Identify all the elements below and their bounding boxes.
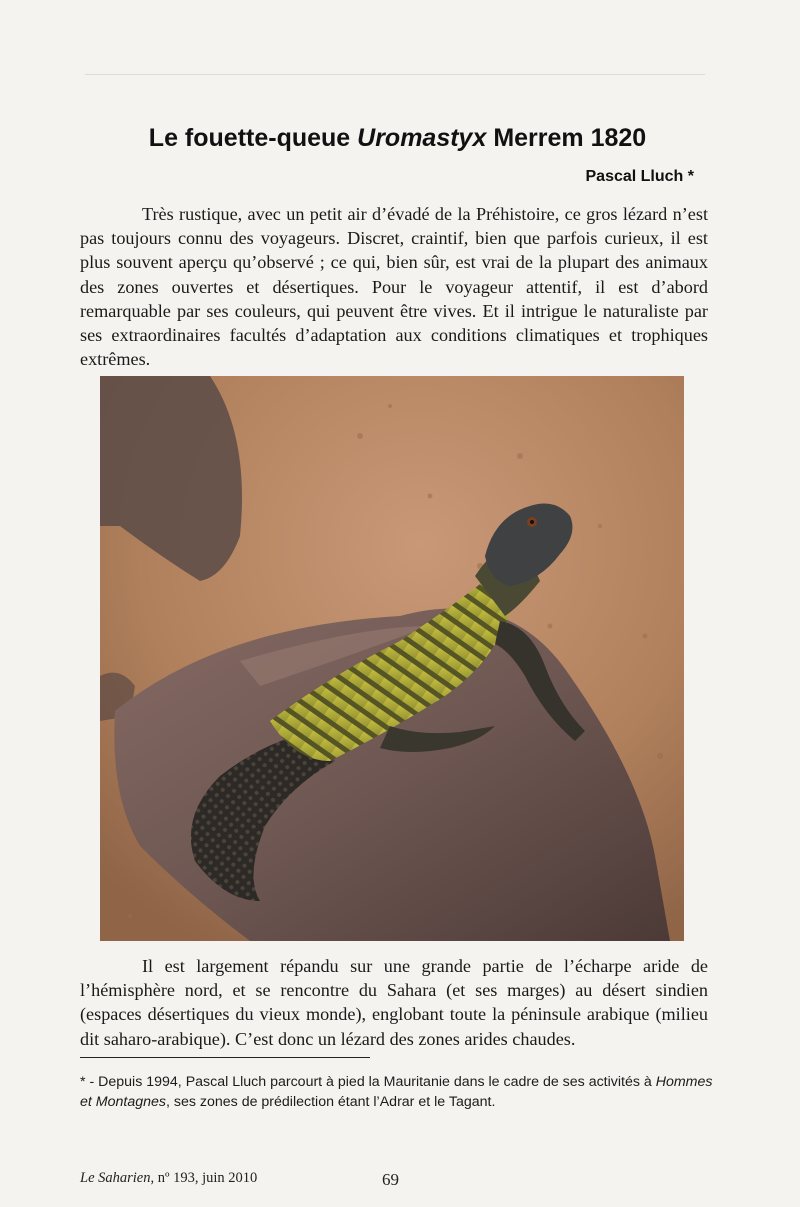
- distribution-paragraph: Il est largement répandu sur une grande partie de l’écharpe aride de l’hémisphère nord, et se rencontre du Sahara (et ses marges) au désert sindien (espaces désertiques du vieux monde), englobant toute la péninsule arabique (milieu dit saharo-arabique). C’est donc un lézard des zones arides chaudes.: [80, 956, 708, 1049]
- footnote-emphasis: Hommes et Montagnes: [80, 1074, 713, 1110]
- footnote-text-1: Depuis 1994, Pascal Lluch parcourt à pied la Mauritanie dans le cadre de ses activités à: [98, 1074, 656, 1090]
- footnote-text-2: , ses zones de prédilection étant l’Adrar et le Tagant.: [165, 1094, 496, 1110]
- title-suffix: Merrem 1820: [486, 124, 647, 152]
- intro-paragraph: Très rustique, avec un petit air d’évadé de la Préhistoire, ce gros lézard n’est pas toujours connu des voyageurs. Discret, craintif, bien que parfois curieux, il est plus souvent aperçu qu’observé ; ce qui, bien sûr, est vrai de la plupart des animaux des zones ouvertes et désertiques. Pour le voyageur attentif, il est d’abord remarquable par ses couleurs, qui peuvent être vives. Et il intrigue le naturaliste par ses extraordinaires facultés d’adaptation aux conditions climatiques et trophiques extrêmes.: [80, 204, 708, 370]
- journal-issue: , nº 193, juin 2010: [150, 1170, 258, 1186]
- title-genus: Uromastyx: [357, 124, 487, 152]
- author-byline: Pascal Lluch *: [585, 168, 694, 185]
- lizard-photo: [100, 376, 684, 941]
- journal-citation: [80, 1170, 257, 1187]
- footnote-rule: [80, 1057, 370, 1058]
- article-title: [60, 124, 735, 153]
- journal-name: Le Saharien: [80, 1170, 151, 1186]
- author-footnote: [80, 1072, 720, 1112]
- footnote-marker: * -: [80, 1074, 99, 1090]
- bleed-through-rule: [85, 74, 705, 75]
- page-number: 69: [382, 1170, 399, 1189]
- title-prefix: Le fouette-queue: [148, 124, 358, 152]
